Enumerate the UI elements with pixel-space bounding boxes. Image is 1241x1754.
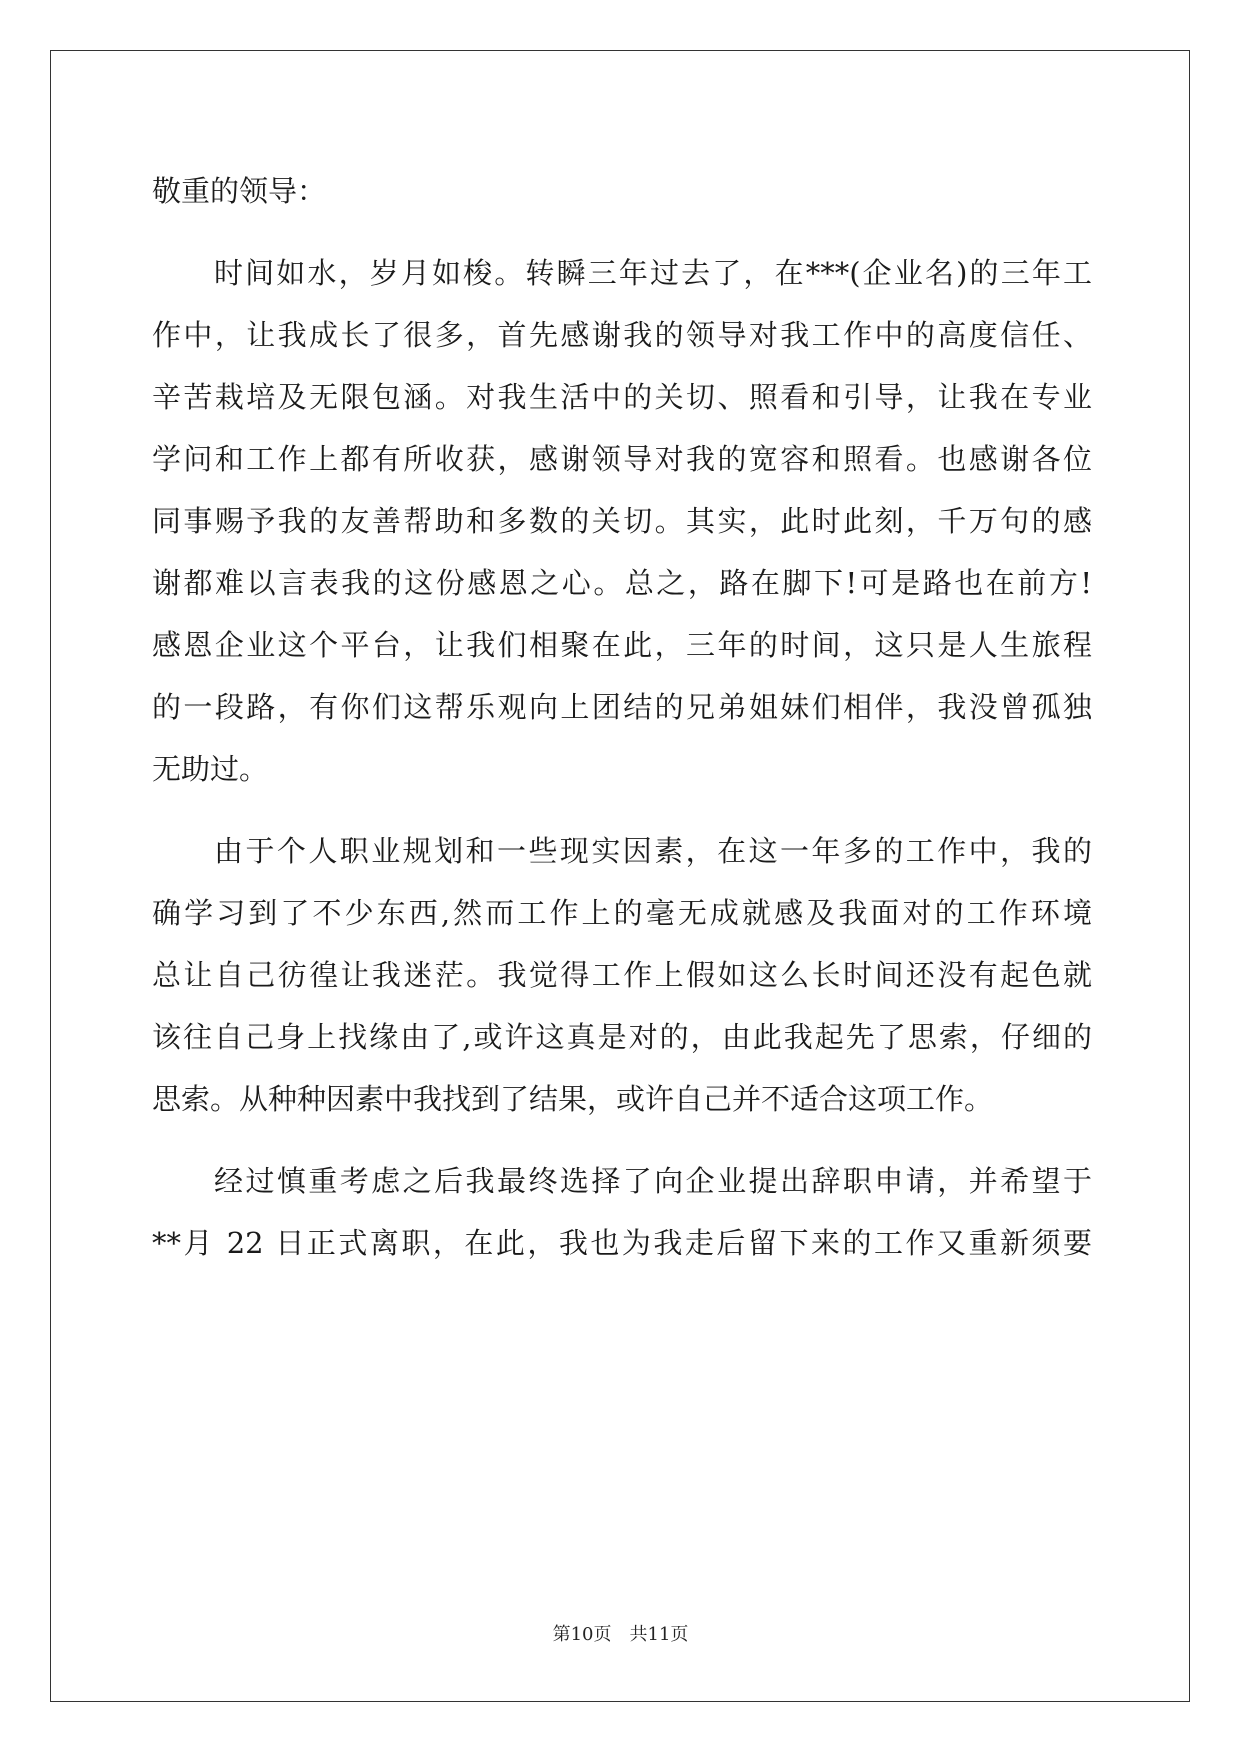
text-line: 思索。从种种因素中我找到了结果，或许自己并不适合这项工作。: [152, 1082, 994, 1116]
text-line: 谢都难以言表我的这份感恩之心。总之，路在脚下!可是路也在前方!: [152, 566, 1092, 600]
paragraph-1: [152, 242, 1092, 800]
text-line: 感恩企业这个平台，让我们相聚在此，三年的时间，这只是人生旅程: [152, 628, 1092, 662]
text-line: 同事赐予我的友善帮助和多数的关切。其实，此时此刻，千万句的感: [152, 504, 1092, 538]
text-line: 无助过。: [152, 752, 269, 786]
text-line: 作中，让我成长了很多，首先感谢我的领导对我工作中的高度信任、: [152, 318, 1092, 352]
page-number: 第10页 共11页: [552, 1624, 689, 1645]
paragraph-gap: [152, 222, 1092, 242]
paragraph-gap: [152, 800, 1092, 820]
text-line: 该往自己身上找缘由了,或许这真是对的，由此我起先了思索，仔细的: [152, 1020, 1092, 1054]
text-line: 辛苦栽培及无限包涵。对我生活中的关切、照看和引导，让我在专业: [152, 380, 1092, 414]
text-line: 总让自己彷徨让我迷茫。我觉得工作上假如这么长时间还没有起色就: [152, 958, 1092, 992]
text-line: 经过慎重考虑之后我最终选择了向企业提出辞职申请，并希望于: [214, 1164, 1092, 1198]
text-line: 的一段路，有你们这帮乐观向上团结的兄弟姐妹们相伴，我没曾孤独: [152, 690, 1092, 724]
text-line: 确学习到了不少东西,然而工作上的毫无成就感及我面对的工作环境: [152, 896, 1092, 930]
text-line: 学问和工作上都有所收获，感谢领导对我的宽容和照看。也感谢各位: [152, 442, 1092, 476]
text-line: 时间如水，岁月如梭。转瞬三年过去了，在***(企业名)的三年工: [214, 256, 1092, 290]
paragraph-gap: [152, 1130, 1092, 1150]
text-line: **月 22 日正式离职，在此，我也为我走后留下来的工作又重新须要: [152, 1226, 1092, 1260]
paragraph-2: [152, 820, 1092, 1130]
paragraph-3: [152, 1150, 1092, 1274]
text-line: 由于个人职业规划和一些现实因素，在这一年多的工作中，我的: [214, 834, 1092, 868]
letter-body: [152, 160, 1092, 1274]
salutation: 敬重的领导：: [152, 174, 327, 208]
